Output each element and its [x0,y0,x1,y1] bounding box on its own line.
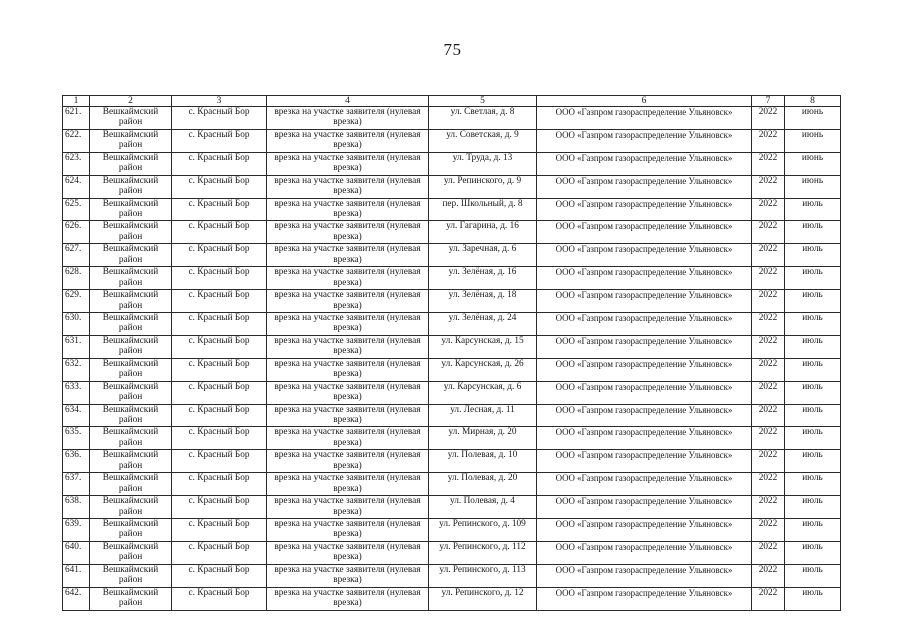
month-cell: июнь [785,129,841,152]
district-cell: Вешкаймский район [90,152,172,175]
locality-cell: с. Красный Бор [172,473,267,496]
district-cell: Вешкаймский район [90,358,172,381]
month-cell: июль [785,290,841,313]
column-header: 8 [785,96,841,107]
month-cell: июль [785,381,841,404]
page-number: 75 [443,40,462,59]
work-type-cell: врезка на участке заявителя (нулевая врезка) [267,267,429,290]
month-cell: июль [785,564,841,587]
month-cell: июль [785,221,841,244]
address-cell: ул. Репинского, д. 12 [429,587,537,610]
district-cell: Вешкаймский район [90,175,172,198]
address-cell: ул. Репинского, д. 9 [429,175,537,198]
row-number: 622. [63,129,90,152]
organization-cell: ООО «Газпром газораспределение Ульяновск» [537,541,752,564]
table-row [63,564,841,587]
organization-cell: ООО «Газпром газораспределение Ульяновск» [537,107,752,130]
column-header: 6 [537,96,752,107]
month-cell: июль [785,450,841,473]
address-cell: ул. Карсунская, д. 15 [429,335,537,358]
row-number: 628. [63,267,90,290]
locality-cell: с. Красный Бор [172,541,267,564]
column-header: 5 [429,96,537,107]
address-cell: ул. Полевая, д. 20 [429,473,537,496]
year-cell: 2022 [752,129,785,152]
month-cell: июнь [785,107,841,130]
address-cell: ул. Зелёная, д. 24 [429,313,537,336]
address-cell: пер. Школьный, д. 8 [429,198,537,221]
year-cell: 2022 [752,381,785,404]
work-type-cell: врезка на участке заявителя (нулевая врезка) [267,450,429,473]
district-cell: Вешкаймский район [90,587,172,610]
organization-cell: ООО «Газпром газораспределение Ульяновск» [537,358,752,381]
table-row [63,335,841,358]
organization-cell: ООО «Газпром газораспределение Ульяновск» [537,519,752,542]
table-row [63,244,841,267]
year-cell: 2022 [752,473,785,496]
year-cell: 2022 [752,221,785,244]
locality-cell: с. Красный Бор [172,404,267,427]
district-cell: Вешкаймский район [90,267,172,290]
locality-cell: с. Красный Бор [172,313,267,336]
district-cell: Вешкаймский район [90,221,172,244]
district-cell: Вешкаймский район [90,541,172,564]
year-cell: 2022 [752,290,785,313]
organization-cell: ООО «Газпром газораспределение Ульяновск» [537,335,752,358]
address-cell: ул. Заречная, д. 6 [429,244,537,267]
year-cell: 2022 [752,564,785,587]
district-cell: Вешкаймский район [90,496,172,519]
organization-cell: ООО «Газпром газораспределение Ульяновск» [537,427,752,450]
table-row [63,427,841,450]
column-header: 7 [752,96,785,107]
month-cell: июль [785,267,841,290]
table-row [63,107,841,130]
district-cell: Вешкаймский район [90,404,172,427]
work-type-cell: врезка на участке заявителя (нулевая врезка) [267,381,429,404]
address-cell: ул. Репинского, д. 109 [429,519,537,542]
district-cell: Вешкаймский район [90,473,172,496]
month-cell: июль [785,496,841,519]
address-cell: ул. Карсунская, д. 6 [429,381,537,404]
locality-cell: с. Красный Бор [172,496,267,519]
table-body [63,107,841,611]
month-cell: июль [785,427,841,450]
locality-cell: с. Красный Бор [172,107,267,130]
column-header: 3 [172,96,267,107]
locality-cell: с. Красный Бор [172,221,267,244]
table-row [63,313,841,336]
month-cell: июль [785,473,841,496]
work-type-cell: врезка на участке заявителя (нулевая врезка) [267,541,429,564]
organization-cell: ООО «Газпром газораспределение Ульяновск» [537,129,752,152]
locality-cell: с. Красный Бор [172,244,267,267]
year-cell: 2022 [752,519,785,542]
locality-cell: с. Красный Бор [172,587,267,610]
work-type-cell: врезка на участке заявителя (нулевая врезка) [267,290,429,313]
month-cell: июнь [785,175,841,198]
district-cell: Вешкаймский район [90,450,172,473]
row-number: 626. [63,221,90,244]
schedule-table [62,95,841,611]
address-cell: ул. Карсунская, д. 26 [429,358,537,381]
row-number: 639. [63,519,90,542]
work-type-cell: врезка на участке заявителя (нулевая врезка) [267,427,429,450]
table-row [63,198,841,221]
address-cell: ул. Светлая, д. 8 [429,107,537,130]
year-cell: 2022 [752,198,785,221]
row-number: 624. [63,175,90,198]
row-number: 634. [63,404,90,427]
address-cell: ул. Полевая, д. 10 [429,450,537,473]
work-type-cell: врезка на участке заявителя (нулевая врезка) [267,221,429,244]
locality-cell: с. Красный Бор [172,267,267,290]
address-cell: ул. Мирная, д. 20 [429,427,537,450]
district-cell: Вешкаймский район [90,129,172,152]
row-number: 642. [63,587,90,610]
column-header: 4 [267,96,429,107]
column-header: 1 [63,96,90,107]
organization-cell: ООО «Газпром газораспределение Ульяновск» [537,221,752,244]
table-row [63,450,841,473]
organization-cell: ООО «Газпром газораспределение Ульяновск» [537,152,752,175]
table-row [63,267,841,290]
year-cell: 2022 [752,358,785,381]
month-cell: июль [785,519,841,542]
work-type-cell: врезка на участке заявителя (нулевая врезка) [267,496,429,519]
row-number: 627. [63,244,90,267]
locality-cell: с. Красный Бор [172,129,267,152]
organization-cell: ООО «Газпром газораспределение Ульяновск» [537,496,752,519]
table-row [63,541,841,564]
table-row [63,473,841,496]
table-row [63,221,841,244]
table-row [63,358,841,381]
address-cell: ул. Полевая, д. 4 [429,496,537,519]
year-cell: 2022 [752,267,785,290]
table-row [63,175,841,198]
address-cell: ул. Зелёная, д. 16 [429,267,537,290]
work-type-cell: врезка на участке заявителя (нулевая врезка) [267,335,429,358]
year-cell: 2022 [752,450,785,473]
district-cell: Вешкаймский район [90,381,172,404]
locality-cell: с. Красный Бор [172,381,267,404]
table-row [63,519,841,542]
district-cell: Вешкаймский район [90,519,172,542]
address-cell: ул. Труда, д. 13 [429,152,537,175]
row-number: 638. [63,496,90,519]
address-cell: ул. Лесная, д. 11 [429,404,537,427]
year-cell: 2022 [752,587,785,610]
organization-cell: ООО «Газпром газораспределение Ульяновск» [537,404,752,427]
work-type-cell: врезка на участке заявителя (нулевая врезка) [267,519,429,542]
work-type-cell: врезка на участке заявителя (нулевая врезка) [267,358,429,381]
year-cell: 2022 [752,335,785,358]
locality-cell: с. Красный Бор [172,519,267,542]
address-cell: ул. Репинского, д. 113 [429,564,537,587]
work-type-cell: врезка на участке заявителя (нулевая врезка) [267,107,429,130]
organization-cell: ООО «Газпром газораспределение Ульяновск» [537,175,752,198]
row-number: 625. [63,198,90,221]
table-row [63,496,841,519]
row-number: 629. [63,290,90,313]
address-cell: ул. Зелёная, д. 18 [429,290,537,313]
district-cell: Вешкаймский район [90,107,172,130]
district-cell: Вешкаймский район [90,427,172,450]
year-cell: 2022 [752,427,785,450]
year-cell: 2022 [752,244,785,267]
locality-cell: с. Красный Бор [172,152,267,175]
year-cell: 2022 [752,496,785,519]
row-number: 623. [63,152,90,175]
organization-cell: ООО «Газпром газораспределение Ульяновск» [537,267,752,290]
locality-cell: с. Красный Бор [172,175,267,198]
locality-cell: с. Красный Бор [172,358,267,381]
locality-cell: с. Красный Бор [172,290,267,313]
row-number: 636. [63,450,90,473]
table-row [63,290,841,313]
organization-cell: ООО «Газпром газораспределение Ульяновск» [537,313,752,336]
row-number: 631. [63,335,90,358]
work-type-cell: врезка на участке заявителя (нулевая врезка) [267,175,429,198]
organization-cell: ООО «Газпром газораспределение Ульяновск» [537,290,752,313]
month-cell: июль [785,244,841,267]
address-cell: ул. Репинского, д. 112 [429,541,537,564]
work-type-cell: врезка на участке заявителя (нулевая врезка) [267,313,429,336]
work-type-cell: врезка на участке заявителя (нулевая врезка) [267,198,429,221]
district-cell: Вешкаймский район [90,313,172,336]
year-cell: 2022 [752,541,785,564]
table-row [63,129,841,152]
locality-cell: с. Красный Бор [172,198,267,221]
locality-cell: с. Красный Бор [172,450,267,473]
table-row [63,404,841,427]
header-row [63,96,841,107]
row-number: 621. [63,107,90,130]
row-number: 633. [63,381,90,404]
work-type-cell: врезка на участке заявителя (нулевая врезка) [267,473,429,496]
work-type-cell: врезка на участке заявителя (нулевая врезка) [267,244,429,267]
organization-cell: ООО «Газпром газораспределение Ульяновск» [537,564,752,587]
table-row [63,152,841,175]
year-cell: 2022 [752,152,785,175]
work-type-cell: врезка на участке заявителя (нулевая врезка) [267,404,429,427]
work-type-cell: врезка на участке заявителя (нулевая врезка) [267,564,429,587]
organization-cell: ООО «Газпром газораспределение Ульяновск» [537,450,752,473]
organization-cell: ООО «Газпром газораспределение Ульяновск» [537,198,752,221]
organization-cell: ООО «Газпром газораспределение Ульяновск» [537,381,752,404]
row-number: 640. [63,541,90,564]
year-cell: 2022 [752,107,785,130]
address-cell: ул. Советская, д. 9 [429,129,537,152]
month-cell: июль [785,313,841,336]
work-type-cell: врезка на участке заявителя (нулевая врезка) [267,129,429,152]
district-cell: Вешкаймский район [90,335,172,358]
table-row [63,381,841,404]
organization-cell: ООО «Газпром газораспределение Ульяновск» [537,473,752,496]
year-cell: 2022 [752,175,785,198]
month-cell: июль [785,541,841,564]
work-type-cell: врезка на участке заявителя (нулевая врезка) [267,587,429,610]
month-cell: июль [785,587,841,610]
district-cell: Вешкаймский район [90,244,172,267]
row-number: 630. [63,313,90,336]
district-cell: Вешкаймский район [90,564,172,587]
row-number: 635. [63,427,90,450]
month-cell: июнь [785,152,841,175]
row-number: 632. [63,358,90,381]
address-cell: ул. Гагарина, д. 16 [429,221,537,244]
month-cell: июль [785,335,841,358]
row-number: 641. [63,564,90,587]
work-type-cell: врезка на участке заявителя (нулевая врезка) [267,152,429,175]
organization-cell: ООО «Газпром газораспределение Ульяновск» [537,244,752,267]
column-header: 2 [90,96,172,107]
locality-cell: с. Красный Бор [172,427,267,450]
year-cell: 2022 [752,313,785,336]
year-cell: 2022 [752,404,785,427]
month-cell: июль [785,198,841,221]
month-cell: июль [785,404,841,427]
locality-cell: с. Красный Бор [172,564,267,587]
row-number: 637. [63,473,90,496]
organization-cell: ООО «Газпром газораспределение Ульяновск» [537,587,752,610]
table-row [63,587,841,610]
district-cell: Вешкаймский район [90,198,172,221]
district-cell: Вешкаймский район [90,290,172,313]
month-cell: июль [785,358,841,381]
locality-cell: с. Красный Бор [172,335,267,358]
